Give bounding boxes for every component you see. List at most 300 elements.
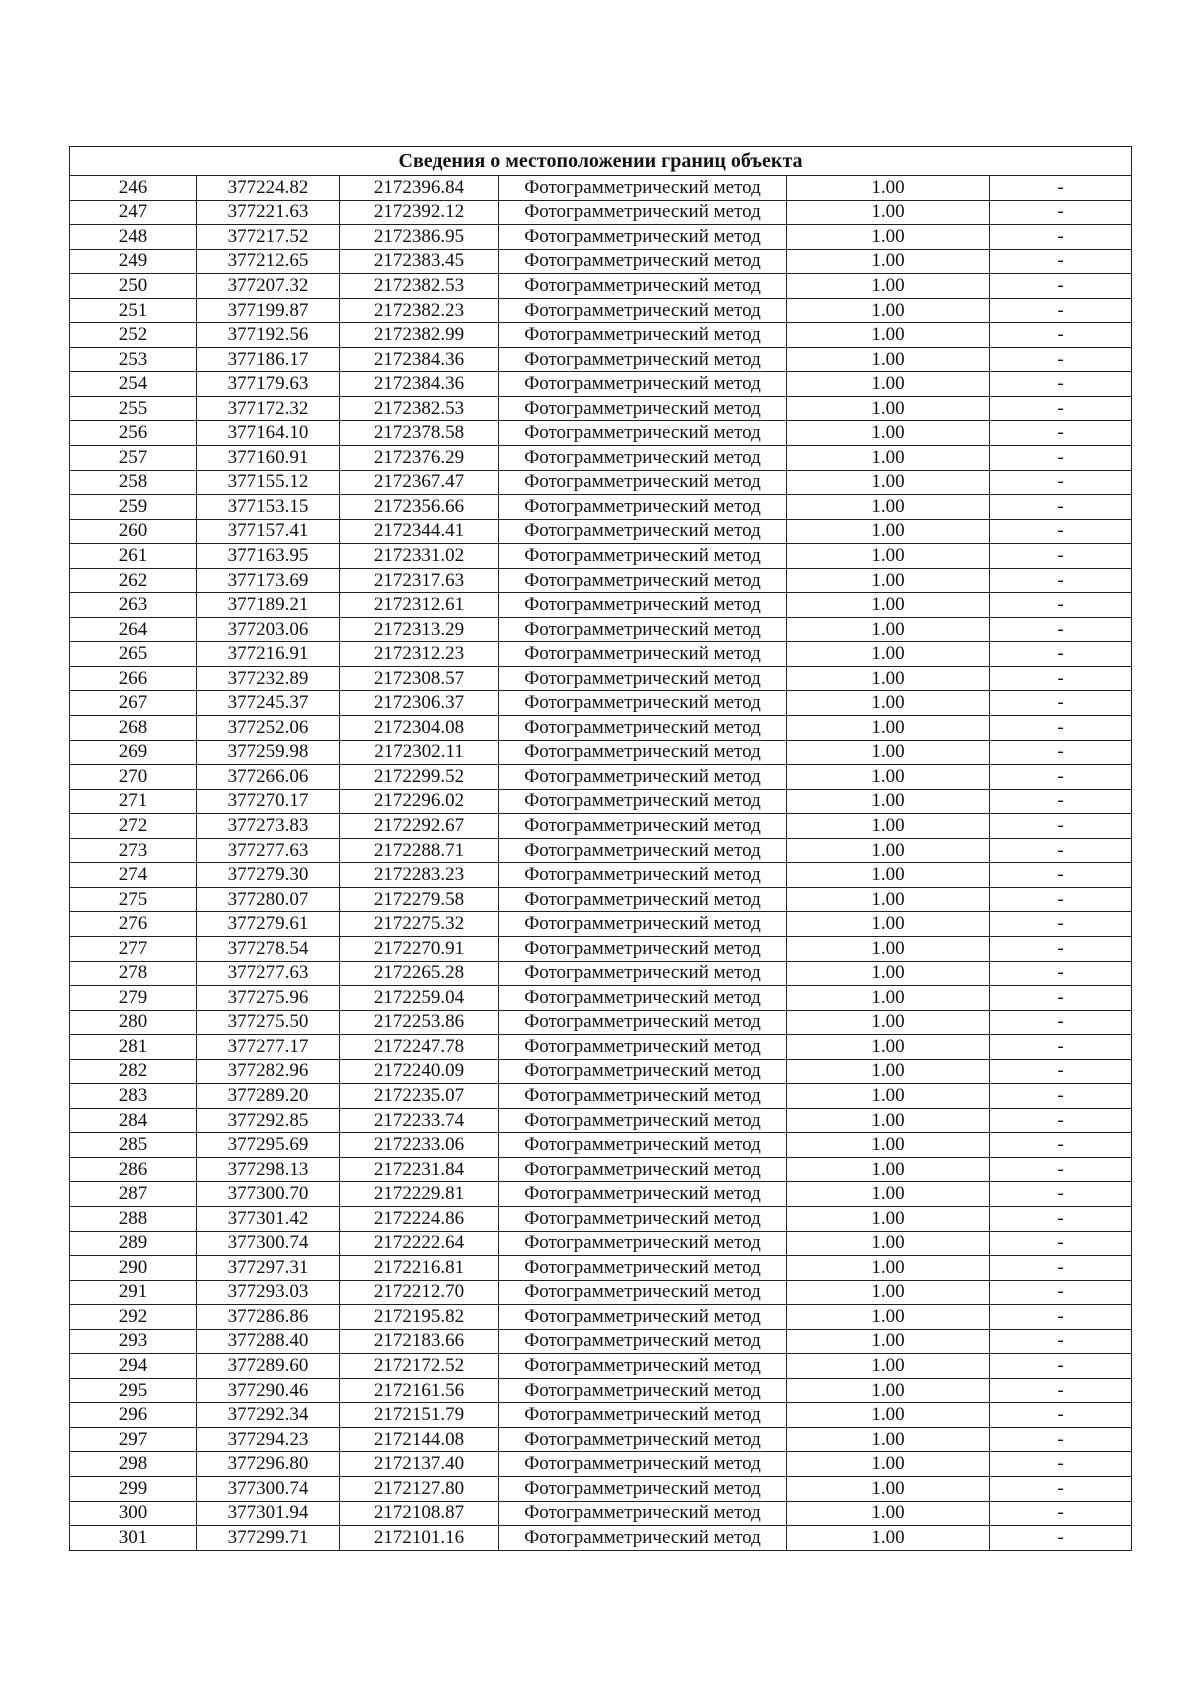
point-number-cell: 255 (70, 396, 197, 421)
y-coordinate-cell: 2172312.61 (340, 593, 499, 618)
method-cell: Фотограмметрический метод (499, 765, 787, 790)
description-cell: - (990, 1329, 1132, 1354)
x-coordinate-cell: 377300.70 (197, 1182, 340, 1207)
point-number-cell: 256 (70, 421, 197, 446)
description-cell: - (990, 1084, 1132, 1109)
accuracy-cell: 1.00 (787, 1501, 990, 1526)
accuracy-cell: 1.00 (787, 1280, 990, 1305)
x-coordinate-cell: 377259.98 (197, 740, 340, 765)
accuracy-cell: 1.00 (787, 176, 990, 201)
x-coordinate-cell: 377282.96 (197, 1059, 340, 1084)
y-coordinate-cell: 2172235.07 (340, 1084, 499, 1109)
x-coordinate-cell: 377199.87 (197, 298, 340, 323)
y-coordinate-cell: 2172306.37 (340, 691, 499, 716)
x-coordinate-cell: 377224.82 (197, 176, 340, 201)
y-coordinate-cell: 2172144.08 (340, 1427, 499, 1452)
x-coordinate-cell: 377280.07 (197, 887, 340, 912)
x-coordinate-cell: 377172.32 (197, 396, 340, 421)
y-coordinate-cell: 2172384.36 (340, 347, 499, 372)
table-row (70, 225, 1132, 250)
table-row (70, 912, 1132, 937)
accuracy-cell: 1.00 (787, 863, 990, 888)
table-row (70, 1256, 1132, 1281)
accuracy-cell: 1.00 (787, 372, 990, 397)
accuracy-cell: 1.00 (787, 225, 990, 250)
method-cell: Фотограмметрический метод (499, 1059, 787, 1084)
point-number-cell: 269 (70, 740, 197, 765)
y-coordinate-cell: 2172313.29 (340, 617, 499, 642)
table-row (70, 789, 1132, 814)
table-row (70, 716, 1132, 741)
point-number-cell: 271 (70, 789, 197, 814)
description-cell: - (990, 1427, 1132, 1452)
point-number-cell: 282 (70, 1059, 197, 1084)
point-number-cell: 252 (70, 323, 197, 348)
point-number-cell: 253 (70, 347, 197, 372)
description-cell: - (990, 863, 1132, 888)
description-cell: - (990, 617, 1132, 642)
accuracy-cell: 1.00 (787, 1035, 990, 1060)
table-row (70, 323, 1132, 348)
point-number-cell: 301 (70, 1526, 197, 1551)
y-coordinate-cell: 2172253.86 (340, 1010, 499, 1035)
method-cell: Фотограмметрический метод (499, 1157, 787, 1182)
document-page (69, 146, 1131, 1551)
x-coordinate-cell: 377163.95 (197, 544, 340, 569)
point-number-cell: 278 (70, 961, 197, 986)
table-row (70, 544, 1132, 569)
table-row (70, 1305, 1132, 1330)
description-cell: - (990, 568, 1132, 593)
y-coordinate-cell: 2172331.02 (340, 544, 499, 569)
table-row (70, 887, 1132, 912)
x-coordinate-cell: 377232.89 (197, 666, 340, 691)
accuracy-cell: 1.00 (787, 961, 990, 986)
point-number-cell: 288 (70, 1206, 197, 1231)
y-coordinate-cell: 2172283.23 (340, 863, 499, 888)
table-row (70, 593, 1132, 618)
table-title: Сведения о местоположении границ объекта (70, 147, 1132, 176)
description-cell: - (990, 470, 1132, 495)
point-number-cell: 267 (70, 691, 197, 716)
y-coordinate-cell: 2172151.79 (340, 1403, 499, 1428)
description-cell: - (990, 298, 1132, 323)
table-row (70, 1354, 1132, 1379)
x-coordinate-cell: 377278.54 (197, 936, 340, 961)
table-row (70, 1010, 1132, 1035)
y-coordinate-cell: 2172216.81 (340, 1256, 499, 1281)
accuracy-cell: 1.00 (787, 1231, 990, 1256)
x-coordinate-cell: 377295.69 (197, 1133, 340, 1158)
description-cell: - (990, 1035, 1132, 1060)
table-row (70, 1427, 1132, 1452)
method-cell: Фотограмметрический метод (499, 1035, 787, 1060)
description-cell: - (990, 986, 1132, 1011)
point-number-cell: 274 (70, 863, 197, 888)
table-row (70, 1231, 1132, 1256)
method-cell: Фотограмметрический метод (499, 1108, 787, 1133)
method-cell: Фотограмметрический метод (499, 716, 787, 741)
accuracy-cell: 1.00 (787, 1329, 990, 1354)
accuracy-cell: 1.00 (787, 446, 990, 471)
x-coordinate-cell: 377286.86 (197, 1305, 340, 1330)
y-coordinate-cell: 2172233.06 (340, 1133, 499, 1158)
x-coordinate-cell: 377266.06 (197, 765, 340, 790)
point-number-cell: 298 (70, 1452, 197, 1477)
method-cell: Фотограмметрический метод (499, 986, 787, 1011)
point-number-cell: 249 (70, 249, 197, 274)
description-cell: - (990, 642, 1132, 667)
x-coordinate-cell: 377300.74 (197, 1231, 340, 1256)
description-cell: - (990, 1182, 1132, 1207)
x-coordinate-cell: 377297.31 (197, 1256, 340, 1281)
table-row (70, 200, 1132, 225)
accuracy-cell: 1.00 (787, 912, 990, 937)
description-cell: - (990, 1206, 1132, 1231)
description-cell: - (990, 1010, 1132, 1035)
y-coordinate-cell: 2172382.53 (340, 274, 499, 299)
table-row (70, 740, 1132, 765)
point-number-cell: 291 (70, 1280, 197, 1305)
accuracy-cell: 1.00 (787, 716, 990, 741)
y-coordinate-cell: 2172356.66 (340, 495, 499, 520)
x-coordinate-cell: 377299.71 (197, 1526, 340, 1551)
point-number-cell: 279 (70, 986, 197, 1011)
description-cell: - (990, 323, 1132, 348)
x-coordinate-cell: 377298.13 (197, 1157, 340, 1182)
y-coordinate-cell: 2172127.80 (340, 1476, 499, 1501)
accuracy-cell: 1.00 (787, 1182, 990, 1207)
table-row (70, 1157, 1132, 1182)
method-cell: Фотограмметрический метод (499, 1256, 787, 1281)
point-number-cell: 293 (70, 1329, 197, 1354)
y-coordinate-cell: 2172396.84 (340, 176, 499, 201)
x-coordinate-cell: 377217.52 (197, 225, 340, 250)
method-cell: Фотограмметрический метод (499, 1452, 787, 1477)
point-number-cell: 273 (70, 838, 197, 863)
method-cell: Фотограмметрический метод (499, 1206, 787, 1231)
point-number-cell: 272 (70, 814, 197, 839)
accuracy-cell: 1.00 (787, 986, 990, 1011)
accuracy-cell: 1.00 (787, 1452, 990, 1477)
table-row (70, 1133, 1132, 1158)
y-coordinate-cell: 2172259.04 (340, 986, 499, 1011)
table-row (70, 421, 1132, 446)
table-row (70, 372, 1132, 397)
y-coordinate-cell: 2172308.57 (340, 666, 499, 691)
y-coordinate-cell: 2172344.41 (340, 519, 499, 544)
table-row (70, 1108, 1132, 1133)
point-number-cell: 266 (70, 666, 197, 691)
description-cell: - (990, 961, 1132, 986)
y-coordinate-cell: 2172161.56 (340, 1378, 499, 1403)
point-number-cell: 251 (70, 298, 197, 323)
description-cell: - (990, 1108, 1132, 1133)
x-coordinate-cell: 377296.80 (197, 1452, 340, 1477)
description-cell: - (990, 274, 1132, 299)
method-cell: Фотограмметрический метод (499, 1501, 787, 1526)
method-cell: Фотограмметрический метод (499, 1231, 787, 1256)
accuracy-cell: 1.00 (787, 1354, 990, 1379)
method-cell: Фотограмметрический метод (499, 274, 787, 299)
table-title-row (70, 147, 1132, 176)
method-cell: Фотограмметрический метод (499, 1378, 787, 1403)
description-cell: - (990, 1476, 1132, 1501)
x-coordinate-cell: 377153.15 (197, 495, 340, 520)
point-number-cell: 300 (70, 1501, 197, 1526)
description-cell: - (990, 1133, 1132, 1158)
method-cell: Фотограмметрический метод (499, 1280, 787, 1305)
accuracy-cell: 1.00 (787, 1256, 990, 1281)
accuracy-cell: 1.00 (787, 1476, 990, 1501)
description-cell: - (990, 1059, 1132, 1084)
y-coordinate-cell: 2172137.40 (340, 1452, 499, 1477)
accuracy-cell: 1.00 (787, 936, 990, 961)
accuracy-cell: 1.00 (787, 1526, 990, 1551)
y-coordinate-cell: 2172317.63 (340, 568, 499, 593)
point-number-cell: 270 (70, 765, 197, 790)
table-row (70, 936, 1132, 961)
x-coordinate-cell: 377173.69 (197, 568, 340, 593)
table-row (70, 642, 1132, 667)
y-coordinate-cell: 2172270.91 (340, 936, 499, 961)
table-row (70, 274, 1132, 299)
x-coordinate-cell: 377300.74 (197, 1476, 340, 1501)
method-cell: Фотограмметрический метод (499, 1526, 787, 1551)
x-coordinate-cell: 377293.03 (197, 1280, 340, 1305)
y-coordinate-cell: 2172233.74 (340, 1108, 499, 1133)
table-row (70, 1526, 1132, 1551)
accuracy-cell: 1.00 (787, 617, 990, 642)
x-coordinate-cell: 377288.40 (197, 1329, 340, 1354)
x-coordinate-cell: 377189.21 (197, 593, 340, 618)
table-row (70, 1329, 1132, 1354)
accuracy-cell: 1.00 (787, 495, 990, 520)
x-coordinate-cell: 377212.65 (197, 249, 340, 274)
description-cell: - (990, 1231, 1132, 1256)
method-cell: Фотограмметрический метод (499, 936, 787, 961)
x-coordinate-cell: 377277.17 (197, 1035, 340, 1060)
table-row (70, 495, 1132, 520)
accuracy-cell: 1.00 (787, 544, 990, 569)
y-coordinate-cell: 2172376.29 (340, 446, 499, 471)
x-coordinate-cell: 377277.63 (197, 838, 340, 863)
method-cell: Фотограмметрический метод (499, 298, 787, 323)
accuracy-cell: 1.00 (787, 347, 990, 372)
point-number-cell: 246 (70, 176, 197, 201)
table-row (70, 176, 1132, 201)
y-coordinate-cell: 2172224.86 (340, 1206, 499, 1231)
table-body (70, 176, 1132, 1551)
x-coordinate-cell: 377245.37 (197, 691, 340, 716)
table-row (70, 347, 1132, 372)
method-cell: Фотограмметрический метод (499, 814, 787, 839)
x-coordinate-cell: 377160.91 (197, 446, 340, 471)
point-number-cell: 247 (70, 200, 197, 225)
point-number-cell: 250 (70, 274, 197, 299)
point-number-cell: 286 (70, 1157, 197, 1182)
description-cell: - (990, 249, 1132, 274)
point-number-cell: 289 (70, 1231, 197, 1256)
method-cell: Фотограмметрический метод (499, 1133, 787, 1158)
x-coordinate-cell: 377301.94 (197, 1501, 340, 1526)
description-cell: - (990, 1403, 1132, 1428)
description-cell: - (990, 765, 1132, 790)
y-coordinate-cell: 2172302.11 (340, 740, 499, 765)
table-row (70, 863, 1132, 888)
x-coordinate-cell: 377279.30 (197, 863, 340, 888)
point-number-cell: 257 (70, 446, 197, 471)
point-number-cell: 276 (70, 912, 197, 937)
point-number-cell: 294 (70, 1354, 197, 1379)
description-cell: - (990, 912, 1132, 937)
point-number-cell: 277 (70, 936, 197, 961)
x-coordinate-cell: 377301.42 (197, 1206, 340, 1231)
description-cell: - (990, 789, 1132, 814)
accuracy-cell: 1.00 (787, 470, 990, 495)
point-number-cell: 265 (70, 642, 197, 667)
point-number-cell: 280 (70, 1010, 197, 1035)
x-coordinate-cell: 377294.23 (197, 1427, 340, 1452)
x-coordinate-cell: 377207.32 (197, 274, 340, 299)
method-cell: Фотограмметрический метод (499, 1427, 787, 1452)
description-cell: - (990, 176, 1132, 201)
accuracy-cell: 1.00 (787, 691, 990, 716)
method-cell: Фотограмметрический метод (499, 249, 787, 274)
table-row (70, 1403, 1132, 1428)
description-cell: - (990, 593, 1132, 618)
description-cell: - (990, 1526, 1132, 1551)
point-number-cell: 260 (70, 519, 197, 544)
y-coordinate-cell: 2172275.32 (340, 912, 499, 937)
method-cell: Фотограмметрический метод (499, 372, 787, 397)
y-coordinate-cell: 2172312.23 (340, 642, 499, 667)
y-coordinate-cell: 2172240.09 (340, 1059, 499, 1084)
method-cell: Фотограмметрический метод (499, 347, 787, 372)
accuracy-cell: 1.00 (787, 1378, 990, 1403)
y-coordinate-cell: 2172231.84 (340, 1157, 499, 1182)
method-cell: Фотограмметрический метод (499, 789, 787, 814)
method-cell: Фотограмметрический метод (499, 323, 787, 348)
method-cell: Фотограмметрический метод (499, 519, 787, 544)
table-row (70, 765, 1132, 790)
y-coordinate-cell: 2172384.36 (340, 372, 499, 397)
x-coordinate-cell: 377275.96 (197, 986, 340, 1011)
accuracy-cell: 1.00 (787, 593, 990, 618)
x-coordinate-cell: 377164.10 (197, 421, 340, 446)
method-cell: Фотограмметрический метод (499, 666, 787, 691)
method-cell: Фотограмметрический метод (499, 446, 787, 471)
method-cell: Фотограмметрический метод (499, 200, 787, 225)
point-number-cell: 263 (70, 593, 197, 618)
table-row (70, 814, 1132, 839)
accuracy-cell: 1.00 (787, 740, 990, 765)
table-row (70, 838, 1132, 863)
table-row (70, 470, 1132, 495)
x-coordinate-cell: 377292.85 (197, 1108, 340, 1133)
accuracy-cell: 1.00 (787, 421, 990, 446)
description-cell: - (990, 421, 1132, 446)
table-row (70, 961, 1132, 986)
method-cell: Фотограмметрический метод (499, 1403, 787, 1428)
description-cell: - (990, 372, 1132, 397)
point-number-cell: 259 (70, 495, 197, 520)
point-number-cell: 258 (70, 470, 197, 495)
x-coordinate-cell: 377216.91 (197, 642, 340, 667)
accuracy-cell: 1.00 (787, 1206, 990, 1231)
accuracy-cell: 1.00 (787, 568, 990, 593)
x-coordinate-cell: 377273.83 (197, 814, 340, 839)
point-number-cell: 284 (70, 1108, 197, 1133)
table-row (70, 1452, 1132, 1477)
method-cell: Фотограмметрический метод (499, 740, 787, 765)
accuracy-cell: 1.00 (787, 814, 990, 839)
y-coordinate-cell: 2172247.78 (340, 1035, 499, 1060)
method-cell: Фотограмметрический метод (499, 421, 787, 446)
description-cell: - (990, 1305, 1132, 1330)
description-cell: - (990, 200, 1132, 225)
x-coordinate-cell: 377221.63 (197, 200, 340, 225)
y-coordinate-cell: 2172386.95 (340, 225, 499, 250)
method-cell: Фотограмметрический метод (499, 225, 787, 250)
table-row (70, 1476, 1132, 1501)
y-coordinate-cell: 2172296.02 (340, 789, 499, 814)
method-cell: Фотограмметрический метод (499, 1329, 787, 1354)
accuracy-cell: 1.00 (787, 1157, 990, 1182)
accuracy-cell: 1.00 (787, 1010, 990, 1035)
accuracy-cell: 1.00 (787, 1108, 990, 1133)
description-cell: - (990, 814, 1132, 839)
method-cell: Фотограмметрический метод (499, 1305, 787, 1330)
method-cell: Фотограмметрический метод (499, 1354, 787, 1379)
method-cell: Фотограмметрический метод (499, 1084, 787, 1109)
description-cell: - (990, 1280, 1132, 1305)
point-number-cell: 285 (70, 1133, 197, 1158)
accuracy-cell: 1.00 (787, 396, 990, 421)
point-number-cell: 262 (70, 568, 197, 593)
accuracy-cell: 1.00 (787, 1305, 990, 1330)
point-number-cell: 248 (70, 225, 197, 250)
method-cell: Фотограмметрический метод (499, 838, 787, 863)
description-cell: - (990, 838, 1132, 863)
method-cell: Фотограмметрический метод (499, 1476, 787, 1501)
method-cell: Фотограмметрический метод (499, 642, 787, 667)
description-cell: - (990, 1256, 1132, 1281)
description-cell: - (990, 666, 1132, 691)
table-row (70, 1501, 1132, 1526)
accuracy-cell: 1.00 (787, 642, 990, 667)
x-coordinate-cell: 377252.06 (197, 716, 340, 741)
point-number-cell: 268 (70, 716, 197, 741)
y-coordinate-cell: 2172172.52 (340, 1354, 499, 1379)
accuracy-cell: 1.00 (787, 200, 990, 225)
point-number-cell: 275 (70, 887, 197, 912)
method-cell: Фотограмметрический метод (499, 568, 787, 593)
x-coordinate-cell: 377186.17 (197, 347, 340, 372)
table-row (70, 986, 1132, 1011)
y-coordinate-cell: 2172383.45 (340, 249, 499, 274)
description-cell: - (990, 396, 1132, 421)
method-cell: Фотограмметрический метод (499, 863, 787, 888)
method-cell: Фотограмметрический метод (499, 495, 787, 520)
method-cell: Фотограмметрический метод (499, 1010, 787, 1035)
point-number-cell: 299 (70, 1476, 197, 1501)
accuracy-cell: 1.00 (787, 1427, 990, 1452)
accuracy-cell: 1.00 (787, 838, 990, 863)
point-number-cell: 287 (70, 1182, 197, 1207)
description-cell: - (990, 716, 1132, 741)
y-coordinate-cell: 2172299.52 (340, 765, 499, 790)
